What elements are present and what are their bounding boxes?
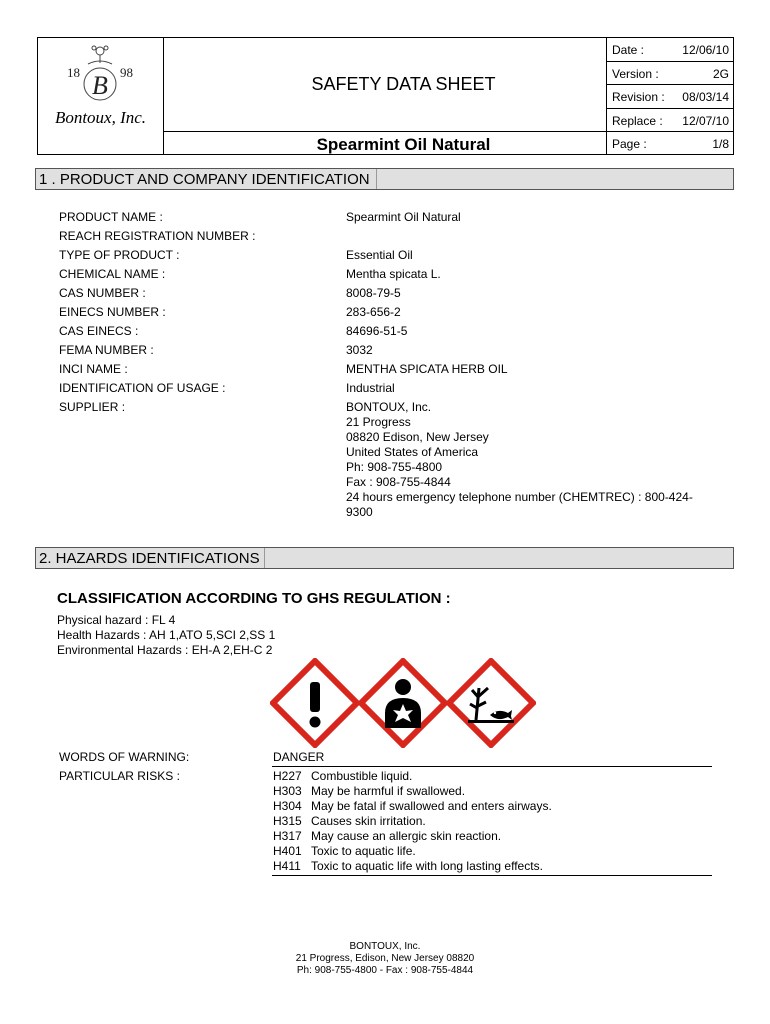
health-hazards: Health Hazards : AH 1,ATO 5,SCI 2,SS 1 (57, 628, 276, 642)
risk-h304: H304 May be fatal if swallowed and enters airways. (273, 799, 552, 813)
svg-text:98: 98 (120, 65, 133, 80)
label-cas-einecs: CAS EINECS : (59, 324, 139, 338)
company-name: Bontoux, Inc. (54, 108, 147, 127)
label-type: TYPE OF PRODUCT : (59, 248, 180, 262)
ghs-classification-title: CLASSIFICATION ACCORDING TO GHS REGULATION : (57, 590, 451, 607)
logo-emblem-icon (38, 38, 163, 108)
label-reach: REACH REGISTRATION NUMBER : (59, 229, 256, 243)
risk-h317: H317 May cause an allergic skin reaction. (273, 829, 502, 843)
product-title: Spearmint Oil Natural (316, 135, 491, 154)
physical-hazard: Physical hazard : FL 4 (57, 613, 176, 627)
value-product-name: Spearmint Oil Natural (346, 210, 461, 224)
section-1-title: 1 . PRODUCT AND COMPANY IDENTIFICATION (39, 171, 370, 188)
footer-address: 21 Progress, Edison, New Jersey 08820 (295, 953, 475, 964)
section-1-header (35, 168, 734, 190)
environmental-hazards: Environmental Hazards : EH-A 2,EH-C 2 (57, 643, 273, 657)
label-words-of-warning: WORDS OF WARNING: (59, 750, 190, 764)
document-title: SAFETY DATA SHEET (311, 74, 496, 94)
footer-company: BONTOUX, Inc. (349, 941, 421, 952)
svg-text:B: B (92, 71, 108, 100)
value-usage: Industrial (346, 381, 395, 395)
label-particular-risks: PARTICULAR RISKS : (59, 769, 180, 783)
section-2-header (35, 547, 734, 569)
value-inci: MENTHA SPICATA HERB OIL (346, 362, 508, 376)
footer-phone: Ph: 908-755-4800 - Fax : 908-755-4844 (296, 965, 474, 976)
meta-page: Page : 1/8 (612, 137, 729, 151)
value-cas: 8008-79-5 (346, 286, 401, 300)
label-usage: IDENTIFICATION OF USAGE : (59, 381, 226, 395)
health-hazard-icon (358, 658, 448, 748)
risk-h227: H227 Combustible liquid. (273, 769, 413, 783)
meta-date: Date : 12/06/10 (612, 43, 729, 57)
meta-revision: Revision : 08/03/14 (612, 90, 729, 104)
value-einecs: 283-656-2 (346, 305, 401, 319)
label-supplier: SUPPLIER : (59, 400, 126, 414)
risk-h411: H411 Toxic to aquatic life with long lasting effects. (273, 859, 543, 873)
risk-h315: H315 Causes skin irritation. (273, 814, 426, 828)
value-chemical-name: Mentha spicata L. (346, 267, 441, 281)
label-fema: FEMA NUMBER : (59, 343, 154, 357)
svg-text:18: 18 (67, 65, 80, 80)
meta-version: Version : 2G (612, 67, 729, 81)
exclamation-mark-icon (270, 658, 360, 748)
label-einecs: EINECS NUMBER : (59, 305, 166, 319)
environment-icon (446, 658, 536, 748)
risk-h401: H401 Toxic to aquatic life. (273, 844, 416, 858)
value-cas-einecs: 84696-51-5 (346, 324, 408, 338)
label-cas: CAS NUMBER : (59, 286, 146, 300)
label-chemical-name: CHEMICAL NAME : (59, 267, 166, 281)
value-supplier: BONTOUX, Inc. 21 Progress 08820 Edison, New Jersey United States of America Ph: 908-755-4800 Fax : 908-755-4844 24 hours emergency telephone number (CHEMTREC) : 800-424- 9300 (346, 400, 693, 519)
header-table (37, 37, 734, 155)
divider (272, 875, 712, 876)
value-fema: 3032 (346, 343, 373, 357)
value-type: Essential Oil (346, 248, 413, 262)
risk-h303: H303 May be harmful if swallowed. (273, 784, 466, 798)
label-inci: INCI NAME : (59, 362, 128, 376)
meta-replace: Replace : 12/07/10 (612, 114, 729, 128)
section-2-title: 2. HAZARDS IDENTIFICATIONS (39, 550, 260, 567)
divider (272, 766, 712, 767)
signal-word: DANGER (273, 750, 325, 764)
label-product-name: PRODUCT NAME : (59, 210, 163, 224)
